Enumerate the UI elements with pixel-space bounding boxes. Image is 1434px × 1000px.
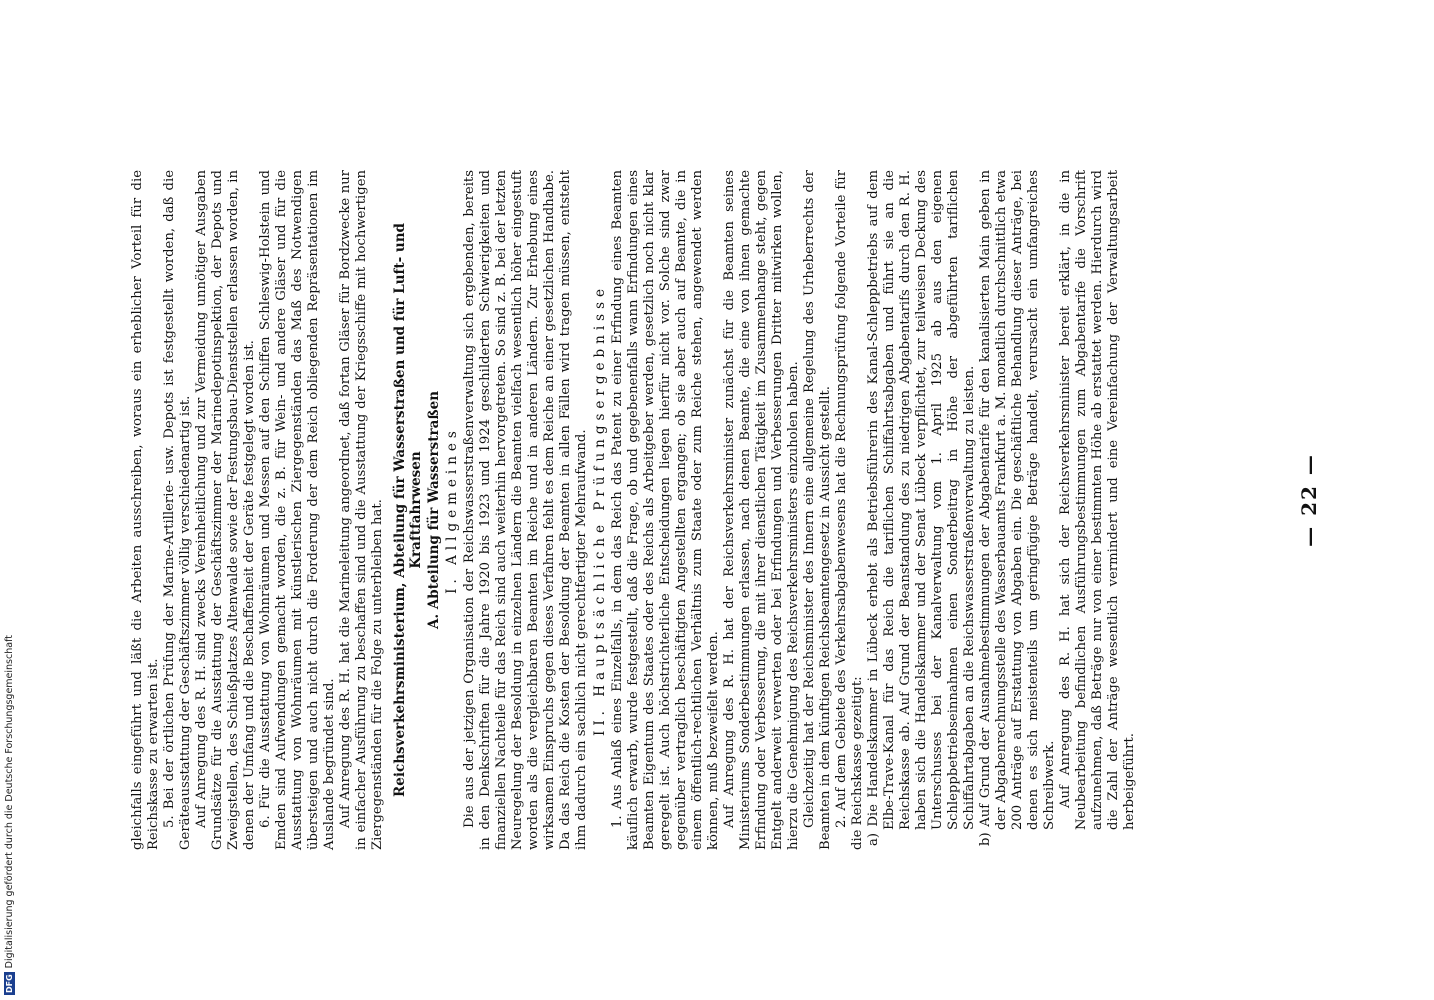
ministry-heading: Reichsverkehrsministerium, Abteilung für Wasserstraßen und für Luft- und Kraftfahrwesen [392,223,424,797]
dfg-logo: DFG [4,974,14,993]
list-text: Die Handelskammer in Lübeck erhebt als Betriebsführerin des Kanal-Schleppbetriebs auf dem Elbe-Trave-Kanal für das Reich die tariflichen Schiffahrtsabgaben und führt sie an die Reichskasse ab. Auf Grund der Beanstandung des zu niedrigen Abgabentarifs durch den R. H. haben sich die Handelskammer und der Senat Lübeck verpflichtet, zur teilweisen Deckung des Unterschusses bei der Kanalverwaltung vom 1. April 1925 ab aus den eigenen Schleppbetriebseinnahmen einen Sonderbeitrag in Höhe der abgeführten tariflichen Schiffahrtabgaben an die Reichswasserstraßenverwaltung zu leisten. [866,170,977,830]
list-item [978,170,1058,850]
list-item [866,170,978,850]
paragraph: Auf Anregung des R. H. sind zwecks Vereinheitlichung und zur Vermeidung unnötiger Ausgaben Grundsätze für die Ausstattung der Geschäftszimmer der Marinedepotinspektion, der Depots und Zweigstellen, des Schießplatzes Altenwalde sowie der Festungsbau-Dienststellen erlassen worden, in denen der Umfang und die Beschaffenheit der Geräte festgelegt worden ist. [194,170,257,850]
paragraph: Auf Anregung des R. H. hat der Reichsverkehrsminister zunächst für die Beamten seines Ministeriums Sonderbestimmungen erlassen, nach denen Beamte, die eine von ihnen gemachte Erfindung oder Verbesserung, die mit ihrer dienstlichen Tätigkeit im Zusammenhange steht, gegen Entgelt anderweit verwerten oder bei Erfindungen und Verbesserungen Dritter mitwirken wollen, hierzu die Genehmigung des Reichsverkehrsministers einzuholen haben. [722,170,801,850]
section-i-heading: I. Allgemeines [444,426,460,594]
list-marker: b) [978,832,993,846]
paragraph: 5. Bei der örtlichen Prüfung der Marine-Artillerie- usw. Depots ist festgestellt worden, daß die Geräteausstattung der Geschäftszimmer völlig verschiedenartig ist. [162,170,193,850]
paragraph: 1. Aus Anlaß eines Einzelfalls, in dem das Reich das Patent zu einer Erfindung eines Beamten käuflich erwarb, wurde festgestellt, daß die Frage, ob und gegebenenfalls wann Erfindungen eines Beamten Eigentum des Staates oder des Reichs als Arbeitgeber werden, gesetzlich noch nicht klar geregelt ist. Auch höchstrichterliche Entscheidungen liegen hierfür nicht vor. Solche sind zwar gegenüber vertraglich beschäftigten Angestellten ergangen; ob sie aber auch auf Beamte, die in einem öffentlich-rechtlichen Verhältnis zum Staate oder zum Reiche stehen, angewendet werden können, muß bezweifelt werden. [610,170,721,850]
paragraph: Auf Anregung des R. H. hat die Marineleitung angeordnet, daß fortan Gläser für Bordzwecke nur in einfacher Ausführung zu beschaffen sind und die Ausstattung der Kriegsschiffe mit hochwertigen Ziergegenständen für die Folge zu unterbleiben hat. [338,170,385,850]
section-a-heading: A. Abteilung für Wasserstraßen [426,390,442,630]
page-number: — 22 — [1297,453,1321,547]
list-marker: a) [866,832,881,846]
intro-block [130,170,386,850]
section-ii-heading: II. Hauptsächliche Prüfungsergebnisse [592,284,608,736]
findings-list [866,170,1058,850]
paragraph: Die aus der jetzigen Organisation der Reichswasserstraßenverwaltung sich ergebenden, bereits in den Denkschriften für die Jahre 1920 bis 1923 und 1924 geschilderten Schwierigkeiten und finanziellen Nachteile für das Reich sind auch weiterhin hervorgetreten. So sind z. B. bei der letzten Neuregelung der Besoldung in einzelnen Ländern die Beamten vielfach wesentlich höher eingestuft worden als die vergleichbaren Beamten im Reiche und in anderen Ländern. Zur Erhebung eines wirksamen Einspruchs gegen dieses Verfahren fehlt es dem Reiche an einer gesetzlichen Handhabe. Da das Reich die Kosten der Besoldung der Beamten in allen Fällen wird tragen müssen, entsteht ihm dadurch ein sachlich nicht gerechtfertigter Mehraufwand. [462,170,589,850]
paragraph: Gleichzeitig hat der Reichsminister des Innern eine allgemeine Regelung des Urheberrechts der Beamten in dem künftigen Reichsbeamtengesetz in Aussicht gestellt. [802,170,833,850]
paragraph: gleichfalls eingeführt und läßt die Arbeiten ausschreiben, woraus ein erheblicher Vorteil für die Reichskasse zu erwarten ist. [130,170,161,850]
paragraph: 6. Für die Ausstattung von Wohnräumen und Messen auf den Schiffen Schleswig-Holstein und Emden sind Aufwendungen gemacht worden, die z. B. für Wein- und andere Gläser und für die Ausstattung von Wohnräumen mit künstlerischen Ziergegenständen das Maß des Notwendigen übersteigen und auch nicht durch die Forderung der dem Reich obliegenden Repräsentationen im Auslande begründet sind. [258,170,337,850]
paragraph: 2. Auf dem Gebiete des Verkehrsabgabenwesens hat die Rechnungsprüfung folgende Vorteile für die Reichskasse gezeitigt: [834,170,865,850]
credit-text: Digitalisierung gefördert durch die Deutsche Forschungsgemeinschaft [3,635,15,969]
paragraph: Auf Anregung des R. H. hat sich der Reichsverkehrsminister bereit erklärt, in die in Neubearbeitung befindlichen Ausführungsbestimmungen zum Abgabentarife die Vorschrift aufzunehmen, daß Beträge nur von einer bestimmten Höhe ab erstattet werden. Hierdurch wird die Zahl der Anträge wesentlich vermindert und eine Vereinfachung der Verwaltungsarbeit herbeigeführt. [1058,170,1137,830]
text-body [130,170,1138,850]
list-text: Auf Grund der Ausnahmebestimmungen der Abgabentarife für den kanalisierten Main geben in der Abgabenrechnungsstelle des Wasserbauamts Frankfurt a. M. monatlich durchschnittlich etwa 200 Anträge auf Erstattung von Abgaben ein. Die geschäftliche Behandlung dieser Anträge, bei denen es sich meistenteils um geringfügige Beträge handelt, verursacht ein umfangreiches Schreibwerk. [978,170,1057,830]
